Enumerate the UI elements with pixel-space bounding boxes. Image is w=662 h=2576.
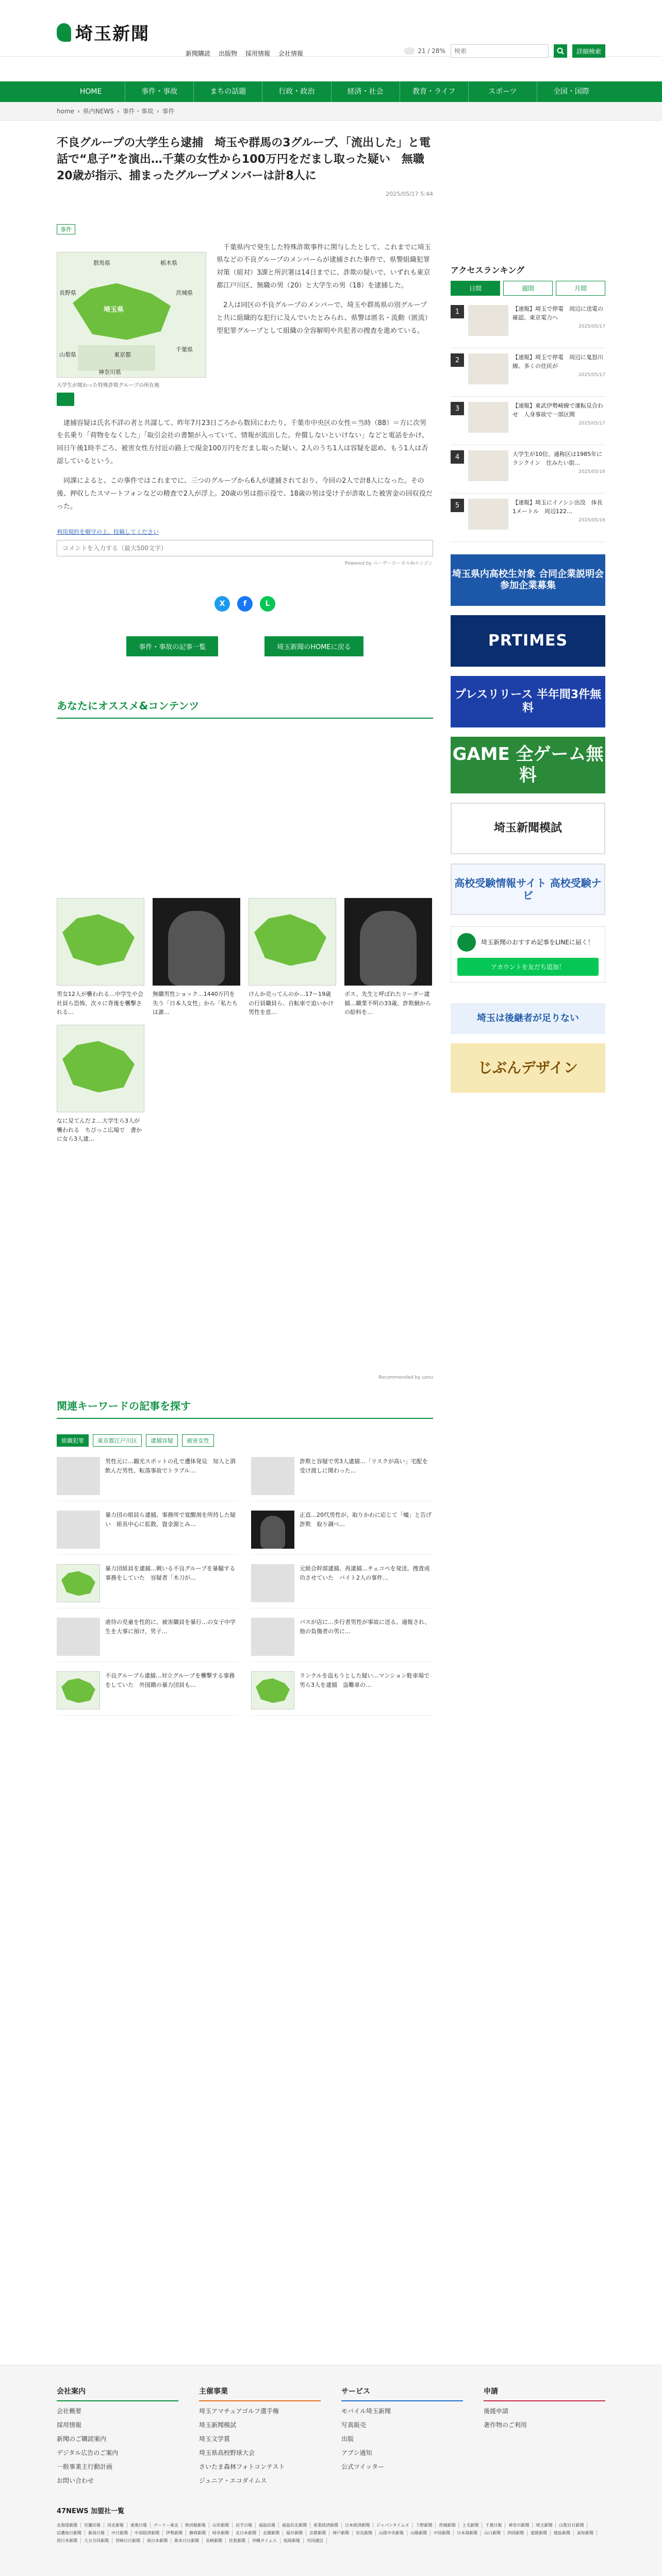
search-icon (557, 47, 564, 55)
tab-daily[interactable]: 日間 (451, 281, 500, 296)
related-item[interactable] (57, 1511, 239, 1555)
article (57, 135, 433, 1716)
keyword-tag[interactable]: 東京都江戸川区 (93, 1434, 142, 1447)
article-links (57, 636, 433, 656)
recommend-section (57, 698, 433, 1380)
footer-link[interactable]: 採用情報 (57, 2421, 82, 2429)
related-thumb (57, 1511, 100, 1549)
footer-link[interactable]: 会社概要 (57, 2408, 82, 2415)
footer-col-title: 会社案内 (57, 2386, 178, 2401)
newspaper-link[interactable]: 徳島新聞 (554, 2530, 574, 2536)
ranking-date: 2025/05/17 (578, 372, 605, 378)
related-item[interactable] (57, 1671, 239, 1716)
ranking-thumb (468, 305, 508, 336)
related-text: 詐欺と容疑で男3人逮捕…「リスクが高い」宅配を受け渡しに関わった… (300, 1458, 428, 1474)
recommend-title: あなたにオススメ&コンテンツ (57, 698, 433, 719)
article-paragraph: 千葉県内で発生した特殊詐欺事件に関与したとして、これまでに埼玉県などの不良グループのメンバーらが逮捕された事件で、県警組織犯罪対策（組対）3課と所沢署は14日までに、詐欺の疑いで、いずれも東京都江戸川区、無職の男（20）と大学生の男（18）を逮捕した。 (217, 243, 431, 290)
map-label-nagano: 長野県 (59, 289, 76, 296)
newspaper-link[interactable]: 共同通信 (307, 2538, 327, 2544)
newspaper-link[interactable]: 沖縄タイムス (252, 2538, 280, 2544)
footer-link[interactable]: 埼玉新聞模試 (199, 2421, 237, 2429)
newspaper-link[interactable]: 福島民報 (259, 2522, 279, 2528)
footer-col-title: 申請 (484, 2386, 605, 2401)
line-promo-text: 埼玉新聞のおすすめ記事をLINEに届く！ (481, 939, 594, 946)
footer-link[interactable]: お問い合わせ (57, 2477, 94, 2484)
breadcrumb-home[interactable]: home (57, 108, 75, 115)
article-body (57, 242, 433, 514)
rank-number: 4 (451, 450, 464, 464)
nav-home[interactable]: HOME (57, 81, 125, 102)
newspaper-link[interactable]: 河北新報 (107, 2522, 127, 2528)
related-thumb (251, 1671, 294, 1709)
newspaper-link[interactable]: 東奥日報 (130, 2522, 151, 2528)
newspaper-link[interactable]: 日本経済新聞 (345, 2522, 373, 2528)
ranking-date: 2025/05/17 (578, 421, 605, 426)
newspaper-link[interactable]: 北日本新聞 (236, 2530, 260, 2536)
category-list-button[interactable]: 事件・事故の記事一覧 (126, 636, 218, 656)
footer-col-applications (484, 2386, 605, 2485)
newspaper-link[interactable]: 大分合同新聞 (84, 2538, 112, 2544)
nav-economy[interactable]: 経済・社会 (332, 81, 400, 102)
related-text: 男性元に…観光スポットの孔で遭体発見 知人と酒飲んだ男性、転落事故でトラブル… (105, 1458, 236, 1474)
related-thumb (251, 1564, 294, 1602)
newspaper-link[interactable]: 信濃毎日新聞 (57, 2530, 85, 2536)
recommend-thumb (57, 1025, 144, 1112)
rank-number: 3 (451, 402, 464, 415)
cloud-icon (404, 47, 415, 55)
related-thumb (57, 1671, 100, 1709)
ranking-item[interactable] (451, 397, 605, 445)
search-button[interactable] (554, 44, 567, 58)
footer-link[interactable]: 埼玉文学賞 (199, 2435, 230, 2443)
related-text: バスが店に…歩行者男性が事故に送る。通報され、他の負傷者の男に… (300, 1619, 431, 1635)
line-logo-icon (457, 933, 476, 952)
related-text: ランクルを盗もうとした疑い…マンション駐車場で 男ら3人を逮捕 盗難車の… (300, 1672, 435, 1688)
newspaper-link[interactable]: 京都新聞 (309, 2530, 329, 2536)
newspaper-link[interactable]: 茨城新聞 (439, 2522, 459, 2528)
newspaper-link[interactable]: 静岡新聞 (189, 2530, 209, 2536)
comment-box (57, 528, 433, 566)
article-tag[interactable]: 事件 (57, 224, 75, 234)
newspaper-link[interactable]: 神戸新聞 (333, 2530, 353, 2536)
ranking-date: 2025/05/16 (578, 518, 605, 523)
recommend-item[interactable] (57, 1025, 144, 1143)
footer-link[interactable]: 公式ツイッター (341, 2463, 385, 2470)
footer-link[interactable]: 新聞のご購読案内 (57, 2435, 107, 2443)
banner-press-release[interactable]: プレスリリース 半年間3件無料 (451, 676, 605, 727)
breadcrumb-incidents[interactable]: 事件・事故 (122, 108, 154, 115)
tab-monthly[interactable]: 月間 (556, 281, 605, 296)
footer-link[interactable]: 埼玉県高校野球大会 (199, 2449, 255, 2456)
footer-link[interactable]: 出版 (341, 2435, 354, 2443)
article-paragraph: 同課によると、この事件ではこれまでに、三つのグループから6人が逮捕されており、今回の2人で計8人になった。その後、押収したスマートフォンなどの精査で2人が浮上。20歳の男は指示役で、18歳の男は受け子が詐取した被害金の回収役だった。 (57, 477, 433, 511)
newspaper-link[interactable]: 高知新聞 (577, 2530, 597, 2536)
newspaper-link[interactable]: 北海道新聞 (57, 2522, 81, 2528)
related-thumb (57, 1618, 100, 1656)
ranking-thumb (468, 450, 508, 481)
header-link-subscribe[interactable]: 新聞購読 (186, 50, 211, 57)
map-label-chiba: 千葉県 (176, 346, 193, 353)
related-text: 正直…20代男性が、取りかわに応じて「嘘」と告げ詐欺 取り調べ… (300, 1512, 432, 1528)
related-thumb (251, 1511, 294, 1549)
comment-input[interactable] (57, 540, 433, 556)
tab-weekly[interactable]: 週間 (503, 281, 553, 296)
newspaper-link[interactable]: 福井新聞 (286, 2530, 306, 2536)
related-item[interactable] (251, 1618, 433, 1662)
footer-link[interactable]: アプシ通知 (341, 2449, 372, 2456)
recommend-caption: ボス、先生と呼ばれたリーダー逮捕…職業不明の33歳、詐欺網からの給料を… (344, 991, 431, 1015)
footer-col-title: 主催事業 (199, 2386, 321, 2401)
weather-widget (404, 47, 445, 55)
related-item[interactable] (251, 1457, 433, 1501)
keyword-tags (57, 1434, 433, 1447)
header-links (186, 50, 303, 59)
newspaper-list-title: 47NEWS 加盟社一覧 (57, 2507, 125, 2515)
related-item[interactable] (57, 1564, 239, 1608)
recommend-caption: けんか売ってんのか…17〜19歳の行員職員ら、自転車で追いかけ男性を息… (249, 991, 334, 1015)
newspaper-link[interactable]: 秋田魁新報 (185, 2522, 209, 2528)
recommend-thumb (153, 898, 240, 986)
logo-mark-icon (57, 23, 71, 42)
ranking-thumb (468, 402, 508, 433)
article-title: 不良グループの大学生ら逮捕 埼玉や群馬の3グループ、「流出した」と電話で“息子”を演出…千葉の女性から100万円をだまし取った疑い 無職20歳が指示、捕まったグループメンバーは計8人に (57, 137, 431, 182)
rank-number: 5 (451, 499, 464, 512)
share-line-icon[interactable]: L (260, 596, 275, 612)
map-label-tochigi: 栃木県 (160, 259, 177, 266)
comment-terms-link[interactable]: 利用規約を順守の上、投稿してください (57, 529, 159, 536)
banner-jibun-design[interactable]: じぶんデザイン (451, 1043, 605, 1093)
recommend-item[interactable] (344, 898, 432, 1016)
footer-link[interactable]: 後援申請 (484, 2408, 509, 2415)
rank-number: 2 (451, 353, 464, 367)
newspaper-link[interactable]: 北國新聞 (263, 2530, 283, 2536)
footer-col-events (199, 2386, 321, 2485)
recommend-item[interactable] (249, 898, 336, 1016)
related-text: 不良グループら逮捕…対立グループを襲撃する事務をしていた 外国籍の暴力団員も… (105, 1672, 235, 1688)
newspaper-link[interactable]: 奈良新聞 (356, 2530, 376, 2536)
recommend-caption: なに見てんだよ…大学生ら3人が襲われる ちびっこ広場で 書かに女ら3人逮… (57, 1117, 142, 1142)
map-label-ibaraki: 茨城県 (176, 289, 193, 296)
footer-col-title: サービス (341, 2386, 463, 2401)
map-label-tokyo: 東京都 (114, 351, 131, 358)
newspaper-link[interactable]: 日本海新聞 (457, 2530, 481, 2536)
recommend-item[interactable] (153, 898, 240, 1016)
advanced-search-button[interactable]: 詳細検索 (572, 44, 605, 58)
recommend-thumb (57, 898, 144, 986)
newspaper-link[interactable]: 山形新聞 (212, 2522, 233, 2528)
header-link-company[interactable]: 会社情報 (278, 50, 304, 57)
footer-link[interactable]: さいたま森林フォトコンテスト (199, 2463, 285, 2470)
related-text: 元組合幹部逮捕、再逮捕…チェコペを発送。捜査成功させていた バイト2人の事件… (300, 1565, 430, 1581)
recommend-grid (57, 898, 433, 1143)
banner-exam-navi[interactable]: 高校受験情報サイト 高校受験ナビ (451, 863, 605, 915)
footer-link[interactable]: 一般事業主行動計画 (57, 2463, 113, 2470)
related-item[interactable] (251, 1671, 433, 1716)
newspaper-link[interactable]: 宮崎日日新聞 (115, 2538, 144, 2544)
map-label-saitama: 埼玉県 (104, 306, 124, 314)
related-item[interactable] (251, 1564, 433, 1608)
newspaper-link[interactable]: 千葉日報 (485, 2522, 505, 2528)
newspaper-link[interactable]: 産業経済新聞 (313, 2522, 342, 2528)
newspaper-link[interactable]: 中国新聞 (434, 2530, 454, 2536)
related-item[interactable] (57, 1618, 239, 1662)
related-section (57, 1398, 433, 1716)
line-add-friend-button[interactable]: アカウントを友だち追加！ (457, 958, 599, 976)
footer-link[interactable]: デジタル広告のご案内 (57, 2449, 119, 2456)
ranking-thumb (468, 499, 508, 530)
article-figure (57, 252, 206, 406)
related-item[interactable] (57, 1457, 239, 1501)
keyword-tag[interactable]: 逮捕容疑 (146, 1434, 178, 1447)
related-thumb (57, 1457, 100, 1495)
recommend-credit: Recommended by uzou (378, 1375, 433, 1381)
main-nav (0, 81, 662, 102)
share-x-icon[interactable]: X (214, 596, 230, 612)
ranking-list (451, 300, 605, 542)
logo-text: 埼玉新聞 (75, 24, 150, 44)
content-wrapper (57, 135, 605, 1716)
recommend-thumb (344, 898, 432, 986)
footer-columns (57, 2365, 605, 2485)
share-buttons (57, 596, 433, 612)
related-text: 暴力団組員を逮捕…戦いる不良グループを暴騒する事務をしていた 容疑者「木刀が… (105, 1565, 236, 1581)
weather-text: 21 / 28% (418, 47, 445, 55)
banner-successor[interactable]: 埼玉は後継者が足りない (451, 1003, 605, 1034)
footer-link[interactable]: モバイル埼玉新聞 (341, 2408, 391, 2415)
map-image[interactable] (57, 252, 206, 378)
newspaper-link[interactable]: 琉球新報 (284, 2538, 304, 2544)
newspaper-link[interactable]: 佐賀新聞 (229, 2538, 249, 2544)
rank-number: 1 (451, 305, 464, 318)
recommend-caption: 男女12人が襲われる…中学生や会社員ら恐怖、次々に背後を襲撃される… (57, 991, 143, 1015)
newspaper-link[interactable]: 岐阜新聞 (212, 2530, 233, 2536)
nav-politics[interactable]: 行政・政治 (262, 81, 331, 102)
newspaper-link[interactable]: 上毛新聞 (462, 2522, 482, 2528)
ranking-date: 2025/05/17 (578, 324, 605, 329)
newspaper-link[interactable]: ジャパンタイムズ (376, 2522, 412, 2528)
banner-job-fair[interactable]: 埼玉県内高校生対象 合同企業説明会参加企業募集 (451, 554, 605, 606)
related-title: 関連キーワードの記事を探す (57, 1398, 433, 1419)
newspaper-list-section (57, 2505, 605, 2544)
newspaper-link[interactable]: 長崎新聞 (206, 2538, 226, 2544)
breadcrumb-local-news[interactable]: 県内NEWS (82, 108, 114, 115)
newspaper-link[interactable]: 山陰中央新報 (379, 2530, 407, 2536)
ranking-text: 大学生が10位、通称区は1985年にランクイン 住みたい街… (512, 451, 602, 466)
ranking-text: 【速報】埼玉で停電 周辺に送電の確認、東京電力へ (512, 306, 603, 321)
breadcrumb: home › 県内NEWS › 事件・事故 › 事件 (57, 102, 605, 121)
footer-link[interactable]: 埼玉アマチュアゴルフ選手権 (199, 2408, 279, 2415)
newspaper-link[interactable]: 岩手日報 (236, 2522, 256, 2528)
header-link-publications[interactable]: 出版物 (219, 50, 238, 57)
newspaper-link[interactable]: 四国新聞 (507, 2530, 527, 2536)
breadcrumb-current: 事件 (162, 108, 175, 115)
share-facebook-icon[interactable]: f (237, 596, 253, 612)
newspaper-link[interactable]: 山口新聞 (484, 2530, 504, 2536)
ranking-text: 【速報】東武伊勢崎線で運転見合わせ 人身事故で一部区間 (512, 402, 603, 418)
footer-link[interactable]: ジュニア・エコダイムス (199, 2477, 267, 2484)
ranking-title: アクセスランキング (451, 265, 525, 275)
nav-incidents[interactable]: 事件・事故 (125, 81, 194, 102)
newspaper-link[interactable]: 熊本日日新聞 (174, 2538, 203, 2544)
figure-caption: 大学生が関わった特殊詐欺グループの所在地 (57, 382, 160, 388)
ranking-item[interactable] (451, 445, 605, 494)
newspaper-link[interactable]: 福島民友新聞 (282, 2522, 310, 2528)
site-header (0, 0, 662, 57)
banner-prtimes[interactable]: PRTIMES (451, 615, 605, 667)
related-thumb (57, 1564, 100, 1602)
recommend-item[interactable] (57, 898, 144, 1016)
footer-col-company (57, 2386, 178, 2485)
banner-mock-exam[interactable]: 埼玉新聞模試 (451, 803, 605, 854)
photo-gallery-button[interactable] (57, 393, 74, 406)
banner-game[interactable]: GAME 全ゲーム無料 (451, 737, 605, 793)
footer-link[interactable]: 写真販売 (341, 2421, 367, 2429)
header-link-recruit[interactable]: 採用情報 (245, 50, 271, 57)
breadcrumb-bar (0, 102, 662, 121)
keyword-tag[interactable]: 組織犯罪 (57, 1434, 89, 1447)
article-paragraph: 2人は同区の不良グループのメンバーで、埼玉や群馬県の別グループと共に組織的な犯行に及んでいたとみられ、県警は匿名・流動（匿流）型犯罪グループとして組織の全容解明や共犯者の捜査を進めている。 (217, 301, 432, 335)
article-date: 2025/05/17 5:44 (386, 190, 433, 197)
nav-education[interactable]: 教育・ライフ (400, 81, 469, 102)
site-footer (0, 2365, 662, 2576)
newspaper-link[interactable]: 愛媛新聞 (531, 2530, 551, 2536)
powered-by-text: Powered by ユーザーローカルAIエンジン (344, 561, 433, 567)
ranking-text: 【速報】埼玉にイノシシ出没 体長1メートル 周辺122… (512, 499, 603, 515)
newspaper-link[interactable]: 下野新聞 (416, 2522, 436, 2528)
newspaper-link[interactable]: 伊勢新聞 (166, 2530, 186, 2536)
related-thumb (251, 1457, 294, 1495)
site-logo[interactable] (57, 20, 150, 45)
newspaper-link[interactable]: 埼玉新聞 (536, 2522, 556, 2528)
line-promo (451, 926, 605, 982)
map-label-gunma: 群馬県 (93, 259, 110, 266)
related-thumb (251, 1618, 294, 1656)
article-paragraph: 逮捕容疑は氏名不詳の者と共謀して、昨年7月23日ごろから数回にわたり、千葉市中央区の女性＝当時（88）＝方に次男を名乗り「荷物をなくした」「取引会社の書類が入っていて、情報が流出した。弁償しないといけない」などと電話をかけ、同日午後1時半ごろ、被害女性方付近の路上で現金100万円をだまし取った疑い。2人のうち1人は容疑を認め、もう1人は否認しているという。 (57, 419, 428, 465)
map-label-yamanashi: 山梨県 (59, 351, 76, 358)
header-tools (404, 44, 605, 58)
nav-national[interactable]: 全国・国際 (553, 88, 589, 96)
sidebar (451, 135, 605, 1093)
related-item[interactable] (251, 1511, 433, 1555)
recommend-thumb (249, 898, 336, 986)
newspaper-link[interactable]: 山陽新聞 (410, 2530, 431, 2536)
search-input[interactable] (451, 44, 549, 58)
ranking-date: 2025/05/16 (578, 469, 605, 474)
keyword-tag[interactable]: 被害女性 (182, 1434, 214, 1447)
home-button[interactable]: 埼玉新聞のHOMEに戻る (264, 636, 363, 656)
ranking-item[interactable] (451, 348, 605, 397)
recommend-caption: 無職男性ショック…1440万円を失う「日本人女性」から「私たちは誰… (153, 991, 238, 1015)
newspaper-link[interactable]: 山梨日日新聞 (559, 2522, 587, 2528)
ranking-item[interactable] (451, 494, 605, 542)
ranking-tabs (451, 281, 605, 296)
newspaper-link[interactable]: 新潟日報 (88, 2530, 108, 2536)
newspaper-link[interactable]: 南日本新聞 (147, 2538, 171, 2544)
ranking-text: 【速報】埼玉で停電 周辺に鬼怒川線、多くの住民が (512, 354, 603, 369)
nav-local-topics[interactable]: まちの話題 (194, 81, 262, 102)
newspaper-link[interactable]: 中日新聞 (111, 2530, 131, 2536)
newspaper-link[interactable]: 中部経済新聞 (135, 2530, 163, 2536)
newspaper-link[interactable]: 西日本新聞 (57, 2538, 81, 2544)
related-list (57, 1457, 433, 1716)
related-text: 虐待の児童を性的に、被害職員を暴行…の女子中学生を大事に預け、男子… (105, 1619, 236, 1635)
newspaper-link[interactable]: デーリー東北 (154, 2522, 182, 2528)
related-text: 暴力団の組員ら逮捕。事務所で覚醒剤を所持した疑い 組長中心に拡散、資金源とみ… (105, 1512, 236, 1528)
footer-col-services (341, 2386, 463, 2485)
newspaper-link[interactable]: 室蘭民報 (84, 2522, 104, 2528)
ranking-item[interactable] (451, 300, 605, 348)
nav-sports[interactable]: スポーツ (469, 81, 537, 102)
newspaper-list (57, 2522, 605, 2544)
map-label-kanagawa: 神奈川県 (98, 368, 121, 376)
newspaper-link[interactable]: 神奈川新聞 (508, 2522, 533, 2528)
ranking-thumb (468, 353, 508, 384)
footer-link[interactable]: 著作物のご利用 (484, 2421, 527, 2429)
